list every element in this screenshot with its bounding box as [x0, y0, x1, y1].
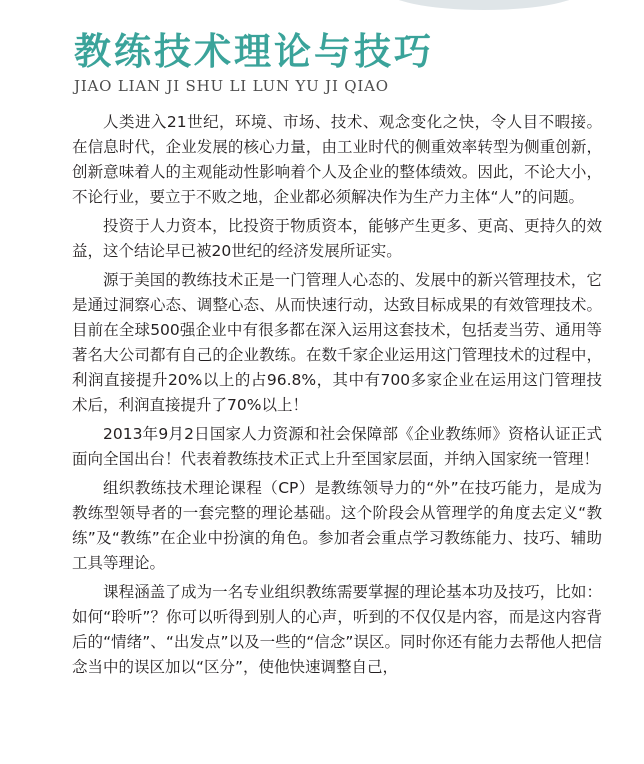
page-title: 教练技术理论与技巧 — [74, 30, 434, 73]
paragraph-origin: 源于美国的教练技术正是一门管理人心态的、发展中的新兴管理技术，它是通过洞察心态、调整心态、从而快速行动，达致目标成果的有效管理技术。目前在全球500强企业中有很多都在深入运用这套技术，包括麦当劳、通用等著名大公司都有自己的企业教练。在数千家企业运用这门管理技术的过程中，利润直接提升20%以上的占96.8%，其中有700多家企业在运用这门管理技术后，利润直接提升了70%以上！ — [72, 271, 602, 414]
paragraph-investment: 投资于人力资本，比投资于物质资本，能够产生更多、更高、更持久的效益，这个结论早已被20世纪的经济发展所证实。 — [72, 217, 602, 260]
paragraph-course: 组织教练技术理论课程（CP）是教练领导力的“外”在技巧能力，是成为教练型领导者的一套完整的理论基础。这个阶段会从管理学的角度去定义“教练”及“教练”在企业中扮演的角色。参加者会重点学习教练能力、技巧、辅助工具等理论。 — [72, 479, 602, 572]
article-body — [72, 110, 602, 684]
paragraph-certification: 2013年9月2日国家人力资源和社会保障部《企业教练师》资格认证正式面向全国出台！代表着教练技术正式上升至国家层面，并纳入国家统一管理！ — [72, 425, 602, 468]
paragraph-intro: 人类进入21世纪，环境、市场、技术、观念变化之快，令人目不暇接。在信息时代，企业发展的核心力量，由工业时代的侧重效率转型为侧重创新，创新意味着人的主观能动性影响着个人及企业的整体绩效。因此，不论大小，不论行业，要立于不败之地，企业都必须解决作为生产力主体“人”的问题。 — [72, 113, 602, 206]
page-subtitle-pinyin: JIAO LIAN JI SHU LI LUN YU JI QIAO — [74, 77, 389, 95]
corner-decoration — [384, 0, 584, 10]
paragraph-content: 课程涵盖了成为一名专业组织教练需要掌握的理论基本功及技巧，比如：如何“聆听”？你可以听得到别人的心声，听到的不仅仅是内容，而是这内容背后的“情绪”、“出发点”以及一些的“信念”误区。同时你还有能力去帮他人把信念当中的误区加以“区分”，使他快速调整自己， — [72, 583, 602, 676]
